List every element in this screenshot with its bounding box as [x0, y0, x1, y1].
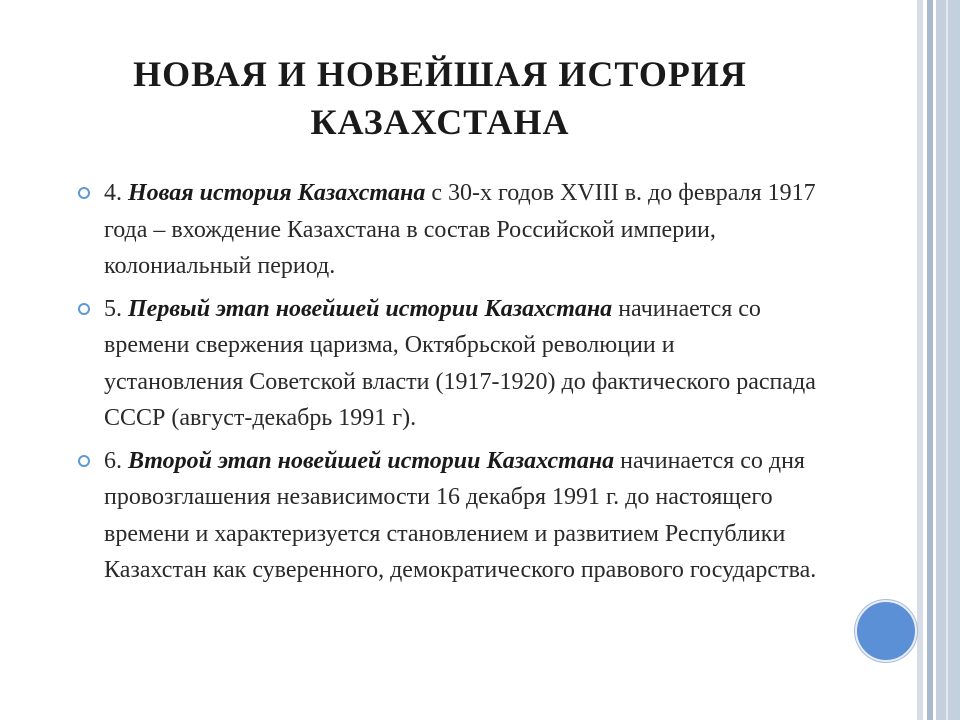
item-text: начинается со времени свержения царизма, Октябрьской революции и установления Советской власти (1917-1920) до фактического распада СССР (август-декабрь 1991 г).: [104, 295, 816, 431]
decor-stripe: [936, 0, 960, 720]
slide-title: [40, 50, 840, 146]
item-text: с 30-х годов XVIII в. до февраля 1917 года – вхождение Казахстана в состав Российской империи, колониальный период.: [104, 180, 816, 279]
bullet-circle-icon: [78, 187, 90, 199]
list-item: [78, 291, 818, 437]
item-number: 4.: [104, 180, 122, 206]
decor-stripe: [946, 0, 948, 720]
title-line-1: НОВАЯ И НОВЕЙШАЯ ИСТОРИЯ: [133, 54, 747, 94]
bullet-list: [78, 175, 818, 595]
list-item: [78, 175, 818, 285]
item-heading: Первый этап новейшей истории Казахстана: [128, 295, 613, 322]
title-line-2: КАЗАХСТАНА: [310, 102, 570, 142]
item-number: 6.: [104, 447, 122, 474]
list-item: [78, 443, 818, 589]
item-number: 5.: [104, 295, 122, 322]
item-heading: Второй этап новейшей истории Казахстана: [128, 447, 615, 474]
decor-circle-icon: [855, 600, 917, 662]
item-heading: Новая история Казахстана: [128, 180, 426, 206]
bullet-circle-icon: [78, 455, 90, 467]
item-text: начинается со дня провозглашения независимости 16 декабря 1991 г. до настоящего времени и характеризуется становлением и развитием Республики Казахстан как суверенного, демократического правового государства.: [104, 447, 817, 583]
bullet-circle-icon: [78, 303, 90, 315]
